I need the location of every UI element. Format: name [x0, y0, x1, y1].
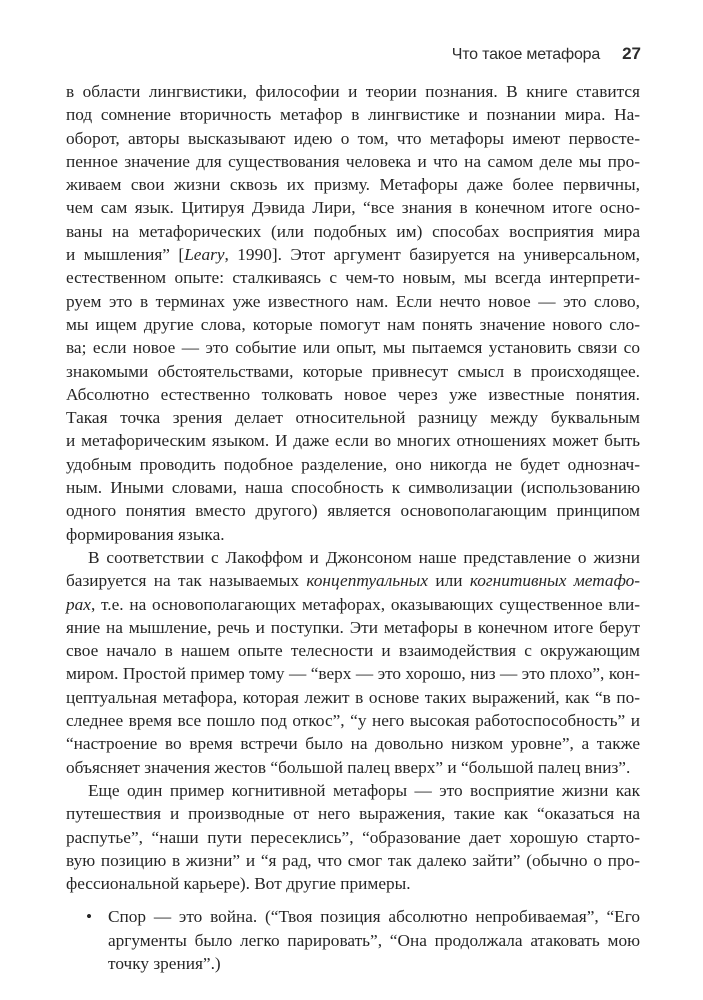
text-line [66, 952, 640, 975]
text-line [66, 779, 640, 802]
italic-run: когнитивных метафо- [469, 571, 641, 591]
text-line [66, 709, 640, 732]
text-run: объясняет значения жестов “большой палец вверх” и “большой палец вниз”. [66, 757, 631, 777]
text-line [66, 616, 640, 639]
text-line [66, 476, 640, 499]
text-run: одного понятия вместо другого) является основополагающим принципом [66, 501, 640, 521]
text-line [66, 732, 640, 755]
text-line [66, 802, 640, 825]
italic-run: рах [66, 594, 91, 614]
text-line [66, 313, 640, 336]
text-run: “настроение во время встречи было на довольно низком уровне”, а также [66, 734, 640, 754]
text-line [66, 849, 640, 872]
text-run: аргументы было легко парировать”, “Она продолжала атаковать мою [108, 930, 640, 950]
text-run: ва; если новое — это событие или опыт, мы пытаемся установить связи со [66, 338, 640, 358]
text-run: точку зрения”.) [108, 953, 221, 973]
paragraph [66, 779, 640, 895]
text-run: мы ищем другие слова, которые помогут нам понять значение нового сло- [66, 314, 640, 334]
text-run: базируется на так называемых [66, 571, 307, 591]
text-run: живаем свои жизни сквозь их призму. Метафоры даже более первичны, [66, 175, 640, 195]
text-line [66, 103, 640, 126]
italic-run: концептуальных [306, 571, 429, 591]
text-run: миром. Простой пример тому — “верх — это хорошо, низ — это плохо”, кон- [66, 664, 640, 684]
text-run: яние на мышление, речь и поступки. Эти метафоры в конечном итоге берут [66, 617, 640, 637]
bullet-list-item [66, 905, 640, 975]
text-line [66, 523, 640, 546]
text-run: , т.е. на основополагающих метафорах, оказывающих существенное вли- [90, 594, 640, 614]
text-run: ным. Иными словами, наша способность к символизации (использованию [66, 478, 640, 498]
text-run: удобным проводить подобное разделение, оно никогда не будет однознач- [66, 454, 640, 474]
text-line [66, 905, 640, 928]
text-line [66, 196, 640, 219]
text-run: формирования языка. [66, 524, 225, 544]
running-title: Что такое метафора [451, 46, 601, 63]
text-run: естественном опыте: сталкиваясь с чем-то новым, мы всегда интерпрети- [66, 268, 640, 288]
text-run: знакомыми обстоятельствами, которые привнесут смысл в происходящее. [66, 361, 640, 381]
text-run: оборот, авторы высказывают идею о том, что метафоры имеют первосте- [66, 128, 640, 148]
text-run: цептуальная метафора, которая лежит в основе таких выражений, как “в по- [66, 687, 640, 707]
text-run: В соответствии с Лакоффом и Джонсоном наше представление о жизни [88, 547, 640, 567]
text-line [66, 686, 640, 709]
text-line [66, 360, 640, 383]
text-run: чем сам язык. Цитируя Дэвида Лири, “все знания в конечном итоге осно- [66, 198, 640, 218]
text-line [66, 383, 640, 406]
running-header [452, 44, 641, 64]
text-line [66, 406, 640, 429]
text-run: Абсолютно естественно толковать новое через уже известные понятия. [66, 384, 640, 404]
text-line [66, 872, 640, 895]
text-line [66, 639, 640, 662]
body-text [66, 80, 640, 975]
text-run: распутье”, “наши пути пересеклись”, “образование дает хорошую старто- [66, 827, 640, 847]
text-run: и метафорическим языком. И даже если во многих отношениях может быть [66, 431, 640, 451]
bullet-marker: • [86, 907, 93, 927]
text-line [66, 220, 640, 243]
text-run: пенное значение для существования человека и что на самом деле мы про- [66, 151, 640, 171]
text-line [66, 150, 640, 173]
text-run: вую позицию в жизни” и “я рад, что смог так далеко зайти” (обычно о про- [66, 850, 640, 870]
text-run: Еще один пример когнитивной метафоры — это восприятие жизни как [88, 780, 640, 800]
paragraph [66, 80, 640, 546]
text-line [66, 453, 640, 476]
text-line [66, 593, 640, 616]
text-line [66, 80, 640, 103]
paragraph [66, 546, 640, 779]
text-run: руем это в терминах уже известного нам. Если нечто новое — это слово, [66, 291, 640, 311]
text-line [66, 826, 640, 849]
text-run: , 1990]. Этот аргумент базируется на универсальном, [224, 245, 640, 265]
text-run: Спор — это война. (“Твоя позиция абсолютно непробиваемая”, “Его [108, 907, 640, 927]
text-line [66, 336, 640, 359]
text-run: фессиональной карьере). Вот другие примеры. [66, 874, 411, 894]
text-run: под сомнение вторичность метафор в лингвистике и познании мира. На- [66, 105, 640, 125]
text-line [66, 499, 640, 522]
text-run: в области лингвистики, философии и теории познания. В книге ставится [66, 82, 640, 101]
text-line [66, 173, 640, 196]
text-line [66, 429, 640, 452]
text-run: Такая точка зрения делает относительной разницу между буквальным [66, 408, 640, 428]
text-run: ваны на метафорических (или подобных им) способах восприятия мира [66, 221, 640, 241]
text-run: следнее время все пошло под откос”, “у него высокая работоспособность” и [66, 711, 640, 731]
text-line [66, 266, 640, 289]
text-line [66, 569, 640, 592]
text-line [66, 290, 640, 313]
text-line [66, 546, 640, 569]
italic-run: Leary [184, 245, 225, 265]
text-line [66, 243, 640, 266]
text-run: путешествия и производные от него выражения, такие как “оказаться на [66, 804, 640, 824]
text-run: и мышления” [ [66, 245, 185, 265]
text-run: свое начало в нашем опыте телесности и взаимодействия с окружающим [66, 641, 640, 661]
text-line [66, 756, 640, 779]
text-run: или [428, 571, 470, 591]
text-line [66, 662, 640, 685]
text-line [66, 929, 640, 952]
text-line [66, 127, 640, 150]
page-number: 27 [622, 44, 641, 63]
